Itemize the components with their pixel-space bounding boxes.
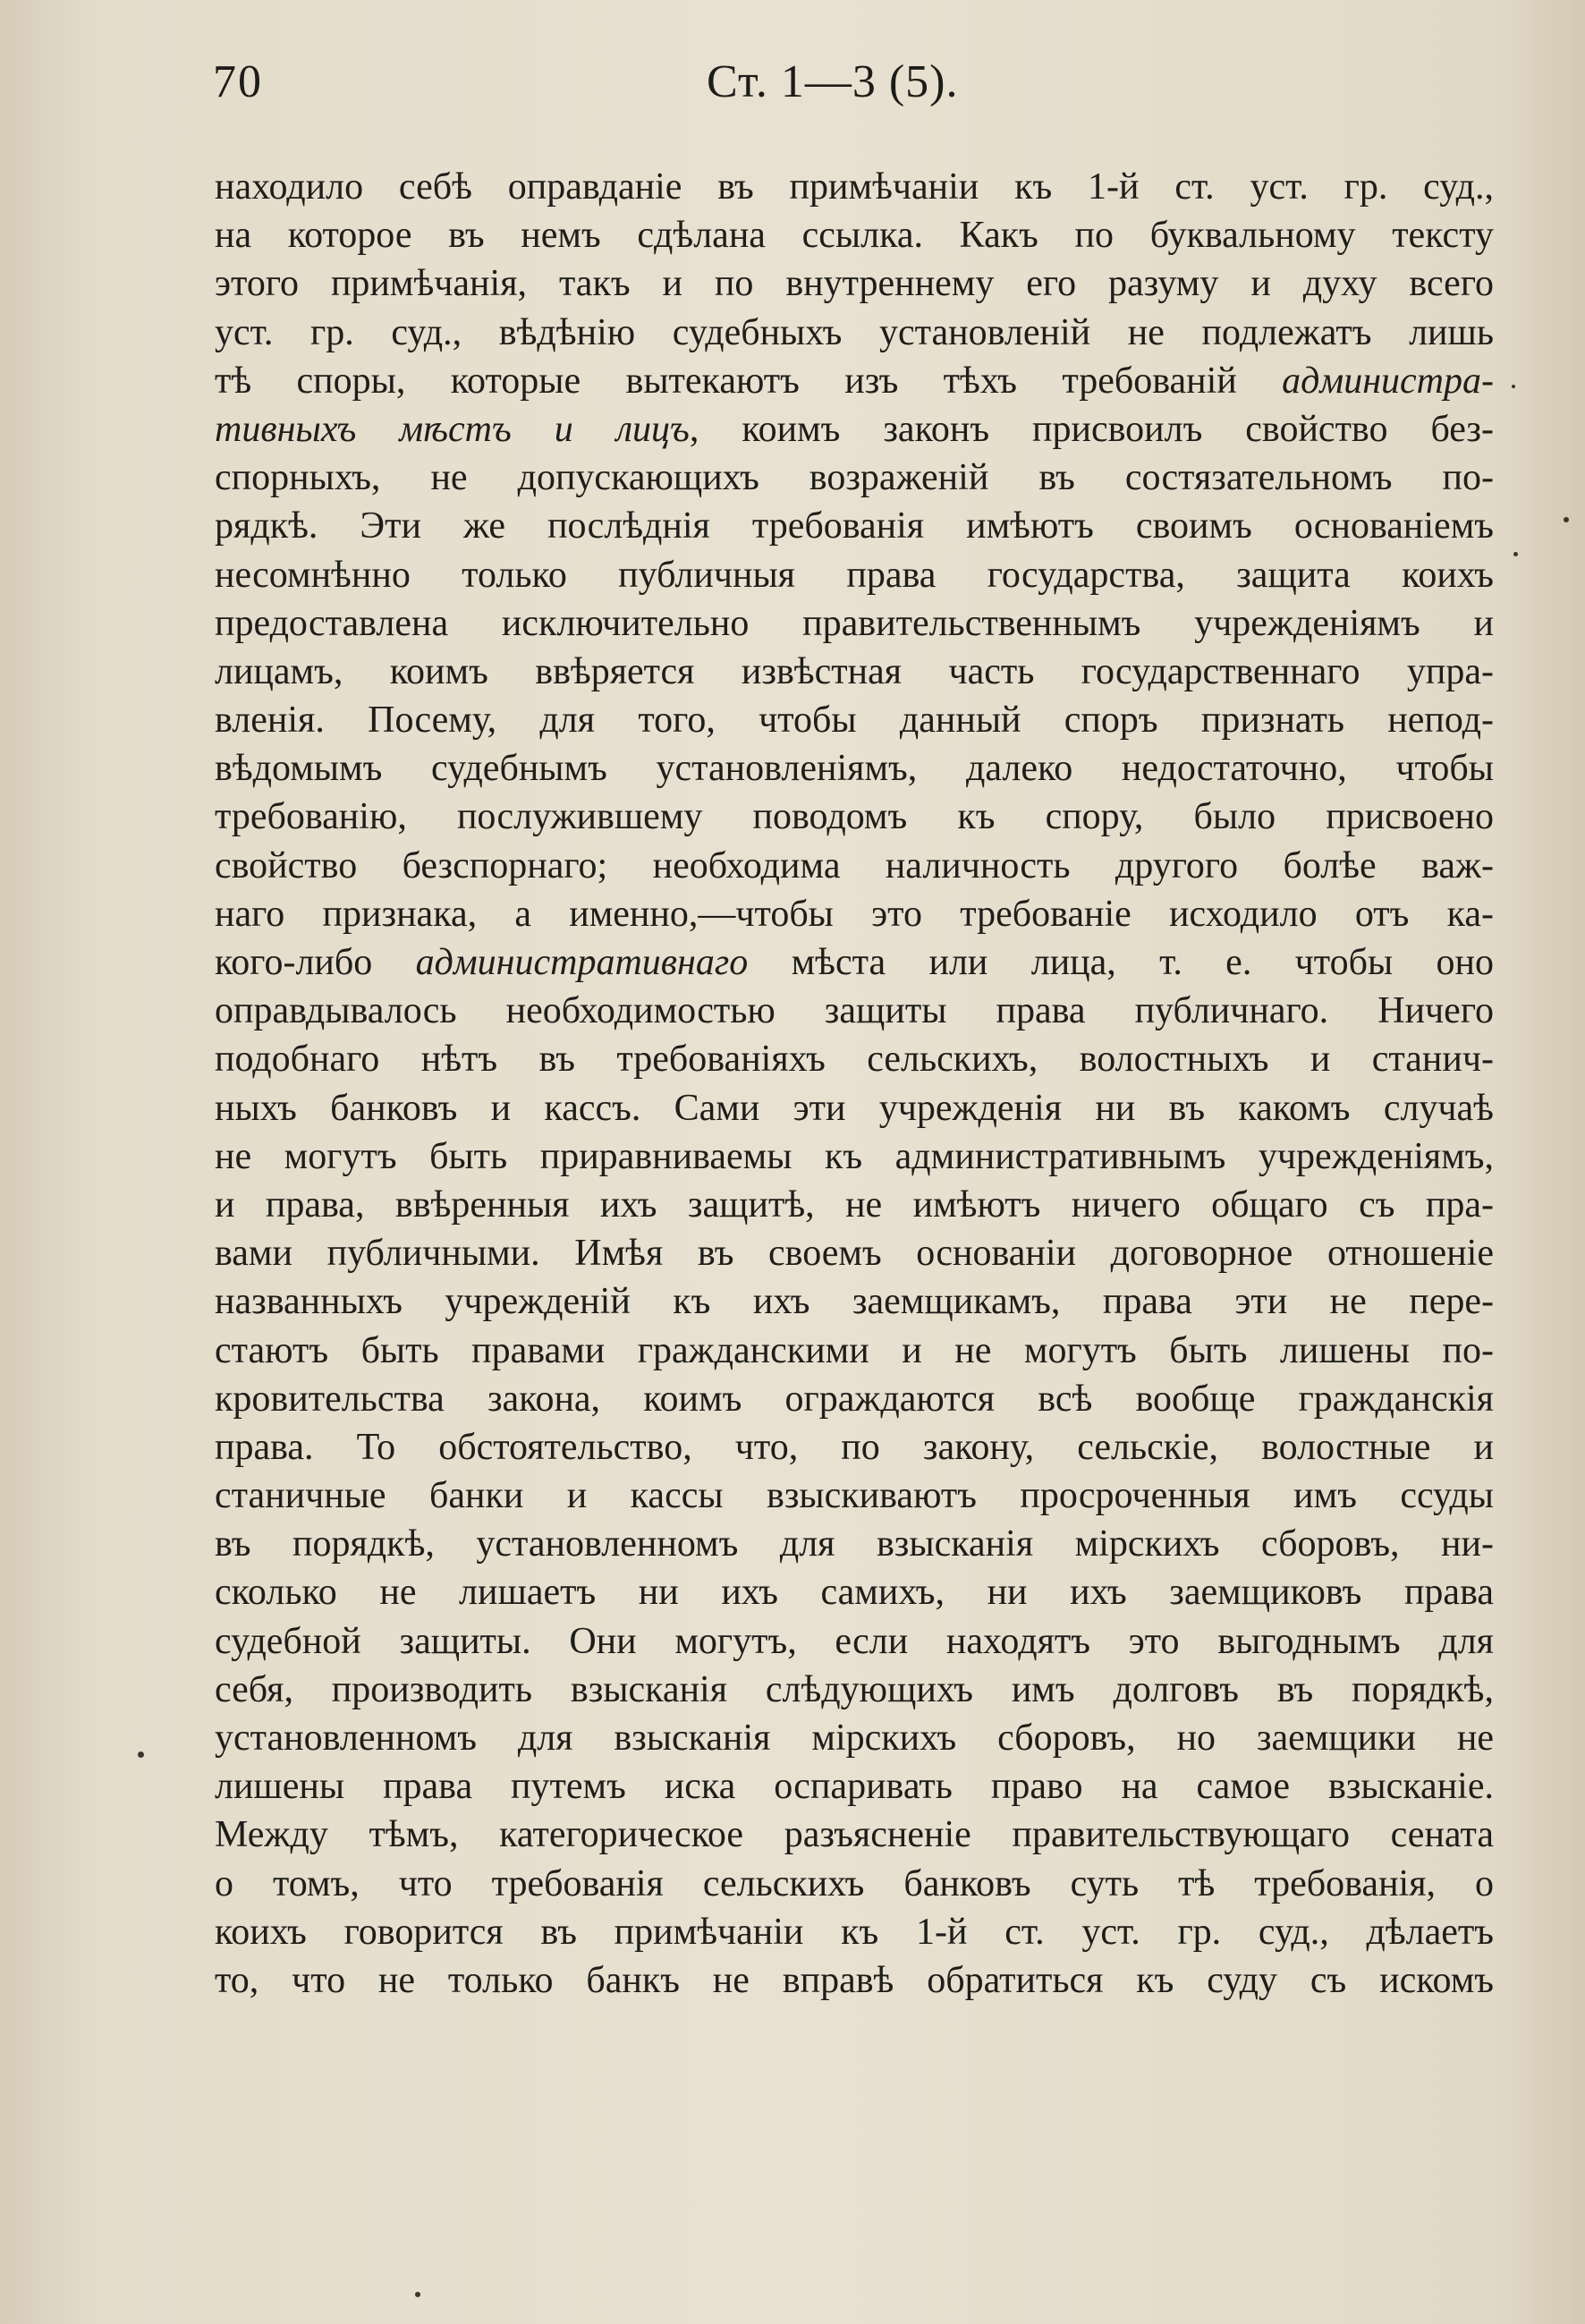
text-line (215, 1520, 1494, 1568)
text-run: названныхъ учрежденій къ ихъ заемщикамъ, права эти не пере- (215, 1281, 1494, 1323)
text-run: требованію, послужившему поводомъ къ спору, было присвоено (215, 796, 1494, 838)
text-run: въ порядкѣ, установленномъ для взысканія мірскихъ сборовъ, ни- (215, 1523, 1494, 1565)
speck-mark (1512, 385, 1515, 388)
text-run: сколько не лишаетъ ни ихъ самихъ, ни ихъ заемщиковъ права (215, 1572, 1494, 1614)
speck-mark (138, 1751, 144, 1758)
text-run: вленія. Посему, для того, чтобы данный споръ признать непод- (215, 700, 1494, 742)
text-line (215, 890, 1494, 938)
text-run: на которое въ немъ сдѣлана ссылка. Какъ по буквальному тексту (215, 215, 1494, 257)
speck-mark (415, 2292, 420, 2297)
text-run: Между тѣмъ, категорическое разъясненіе правительствующаго сената (215, 1814, 1494, 1856)
text-line (215, 696, 1494, 744)
text-run: подобнаго нѣтъ въ требованіяхъ сельскихъ, волостныхъ и станич- (215, 1039, 1494, 1081)
text-run: права. То обстоятельство, что, по закону, сельскіе, волостные и (215, 1426, 1494, 1468)
text-run: себя, производить взысканія слѣдующихъ имъ долговъ въ порядкѣ, (215, 1668, 1494, 1710)
text-run: находило себѣ оправданіе въ примѣчаніи къ 1-й ст. уст. гр. суд., (215, 166, 1494, 208)
text-line (215, 938, 1494, 987)
text-line (215, 1423, 1494, 1472)
page-number: 70 (213, 56, 263, 107)
text-run: вѣдомымъ судебнымъ установленіямъ, далеко недостаточно, чтобы (215, 748, 1494, 790)
text-run: и права, ввѣренныя ихъ защитѣ, не имѣютъ ничего общаго съ пра- (215, 1183, 1494, 1226)
text-line (215, 744, 1494, 793)
text-line (215, 1277, 1494, 1326)
text-run: этого примѣчанія, такъ и по внутреннему его разуму и духу всего (215, 263, 1494, 305)
text-line (215, 1375, 1494, 1423)
text-line (215, 1666, 1494, 1714)
text-line (215, 1327, 1494, 1375)
text-run: рядкѣ. Эти же послѣднія требованія имѣютъ своимъ основаніемъ (215, 505, 1494, 547)
text-line (215, 1229, 1494, 1277)
text-line (215, 1084, 1494, 1132)
text-run: кровительства закона, коимъ ограждаются всѣ вообще гражданскія (215, 1378, 1494, 1420)
text-run: оправдывалось необходимостью защиты права публичнаго. Ничего (215, 990, 1494, 1032)
text-line (215, 1811, 1494, 1859)
text-line (215, 1908, 1494, 1956)
text-run: спорныхъ, не допускающихъ возраженій въ состязательномъ по- (215, 457, 1494, 499)
text-line (215, 502, 1494, 550)
text-line (215, 1181, 1494, 1229)
text-line (215, 1860, 1494, 1908)
text-line (215, 357, 1494, 405)
text-line (215, 1035, 1494, 1083)
text-run: не могутъ быть приравниваемы къ административнымъ учрежденіямъ, (215, 1135, 1494, 1177)
text-run: то, что не только банкъ не вправѣ обратиться къ суду съ искомъ (215, 1959, 1494, 2001)
running-head: Ст. 1—3 (5). (707, 56, 959, 107)
italic-text: административнаго (415, 942, 749, 983)
text-run: предоставлена исключительно правительственнымъ учрежденіямъ и (215, 602, 1494, 644)
text-line (215, 1617, 1494, 1666)
text-run: установленномъ для взысканія мірскихъ сборовъ, но заемщики не (215, 1718, 1494, 1759)
page-header (0, 55, 1585, 118)
text-line (215, 1714, 1494, 1762)
text-run: лицамъ, коимъ ввѣряется извѣстная часть государственнаго упра- (215, 650, 1494, 692)
text-line (215, 1762, 1494, 1811)
text-run: наго признака, а именно,—чтобы это требованіе исходило отъ ка- (215, 893, 1494, 935)
text-line (215, 211, 1494, 259)
text-line (215, 599, 1494, 648)
text-line (215, 163, 1494, 211)
text-line (215, 551, 1494, 599)
text-run: стаютъ быть правами гражданскими и не могутъ быть лишены по- (215, 1329, 1494, 1371)
italic-text: тивныхъ мѣстъ и лицъ (215, 408, 690, 450)
text-line (215, 259, 1494, 308)
text-line (215, 1132, 1494, 1181)
text-line (215, 454, 1494, 502)
text-run: о томъ, что требованія сельскихъ банковъ суть тѣ требованія, о (215, 1862, 1494, 1904)
text-run: мѣста или лица, т. е. чтобы оно (748, 942, 1494, 983)
text-run: ныхъ банковъ и кассъ. Сами эти учрежденія ни въ какомъ случаѣ (215, 1087, 1494, 1129)
text-line (215, 1568, 1494, 1616)
speck-mark (1513, 552, 1518, 556)
text-run: коихъ говорится въ примѣчаніи къ 1-й ст. уст. гр. суд., дѣлаетъ (215, 1911, 1494, 1953)
body-text (215, 163, 1494, 2005)
text-line (215, 648, 1494, 696)
text-run: кого-либо (215, 942, 416, 983)
text-line (215, 1956, 1494, 2005)
text-run: вами публичными. Имѣя въ своемъ основаніи договорное отношеніе (215, 1233, 1494, 1275)
text-line (215, 842, 1494, 890)
italic-text: администра- (1282, 360, 1494, 402)
text-line (215, 405, 1494, 454)
text-run: свойство безспорнаго; необходима наличность другого болѣе важ- (215, 844, 1494, 886)
text-run: станичные банки и кассы взыскиваютъ просроченныя имъ ссуды (215, 1475, 1494, 1517)
text-line (215, 793, 1494, 841)
text-line (215, 309, 1494, 357)
text-run: уст. гр. суд., вѣдѣнію судебныхъ установленій не подлежатъ лишь (215, 311, 1494, 353)
text-line (215, 987, 1494, 1035)
text-run: лишены права путемъ иска оспаривать право на самое взысканіе. (215, 1766, 1494, 1808)
text-run: несомнѣнно только публичныя права государства, защита коихъ (215, 554, 1494, 596)
text-line (215, 1472, 1494, 1520)
text-run: тѣ споры, которые вытекаютъ изъ тѣхъ требованій (215, 360, 1283, 402)
text-run: судебной защиты. Они могутъ, если находятъ это выгоднымъ для (215, 1620, 1494, 1662)
speck-mark (1564, 517, 1569, 522)
text-run: , коимъ законъ присвоилъ свойство без- (689, 408, 1494, 450)
